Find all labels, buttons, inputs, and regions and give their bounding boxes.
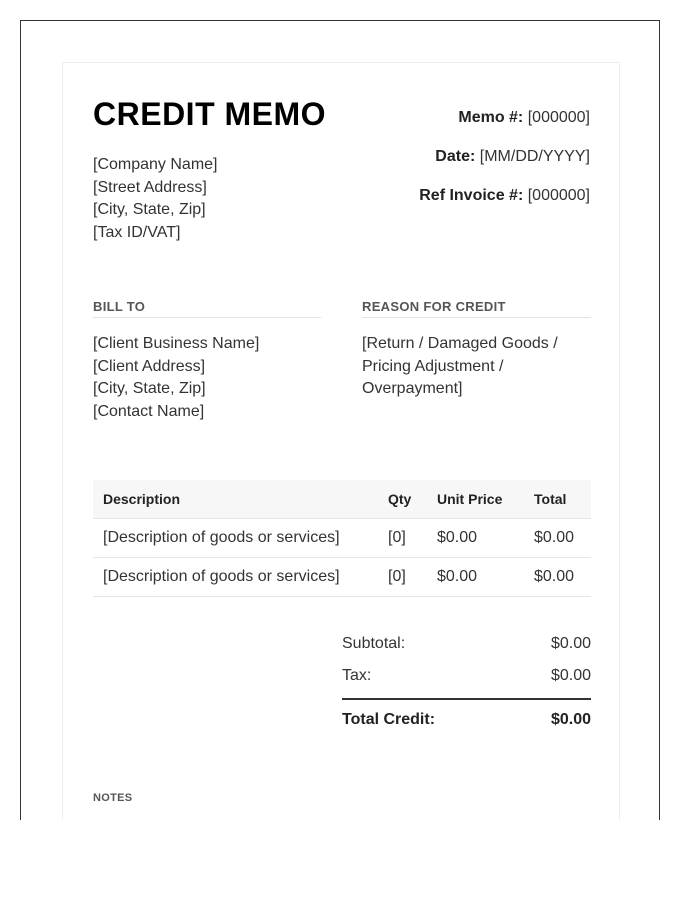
client-contact: [Contact Name] [93, 402, 205, 420]
company-city: [City, State, Zip] [93, 201, 206, 218]
tax-value: $0.00 [550, 667, 591, 684]
cell-description: [Description of goods or services] [93, 519, 378, 558]
client-address: [Client Address] [93, 357, 206, 375]
subtotal-label: Subtotal: [342, 635, 406, 652]
memo-number-row [419, 109, 590, 148]
company-tax-id: [Tax ID/VAT] [93, 223, 181, 241]
company-street: [Street Address] [93, 178, 207, 196]
date-value: [MM/DD/YYYY] [479, 148, 590, 165]
ref-invoice-value: [000000] [527, 187, 590, 204]
document-title: CREDIT MEMO [93, 96, 327, 132]
date-row [419, 148, 590, 187]
reason-block [362, 333, 587, 401]
table-row [93, 519, 591, 558]
column-header-description: Description [93, 480, 378, 519]
bill-to-block [93, 333, 259, 423]
ref-invoice-row [419, 187, 590, 226]
totals-block [342, 628, 591, 740]
cell-description: [Description of goods or services] [93, 558, 378, 597]
reason-line: Pricing Adjustment / [362, 357, 504, 375]
column-header-qty: Qty [378, 480, 427, 519]
table-row [93, 558, 591, 597]
reason-heading: REASON FOR CREDIT [362, 299, 591, 318]
company-info [93, 154, 218, 244]
credit-memo-page [62, 62, 620, 820]
cell-qty: [0] [378, 519, 427, 558]
cell-total: $0.00 [524, 558, 591, 597]
reason-line: [Return / Damaged Goods / [362, 335, 558, 352]
tax-label: Tax: [342, 667, 372, 684]
reason-line: Overpayment] [362, 380, 463, 397]
memo-number-label: Memo #: [458, 109, 524, 126]
total-credit-label: Total Credit: [342, 711, 436, 728]
client-business-name: [Client Business Name] [93, 335, 260, 352]
subtotal-row [342, 628, 591, 660]
company-name: [Company Name] [93, 156, 218, 173]
client-city: [City, State, Zip] [93, 380, 206, 397]
cell-unit-price: $0.00 [427, 558, 524, 597]
column-header-unit-price: Unit Price [427, 480, 524, 519]
cell-unit-price: $0.00 [427, 519, 524, 558]
notes-heading: NOTES [93, 792, 133, 804]
tax-row [342, 660, 591, 692]
memo-meta [419, 109, 590, 226]
total-credit-value: $0.00 [550, 711, 591, 728]
date-label: Date: [435, 148, 476, 165]
memo-number-value: [000000] [527, 109, 590, 126]
cell-total: $0.00 [524, 519, 591, 558]
line-items-table [93, 480, 591, 597]
column-header-total: Total [524, 480, 591, 519]
cell-qty: [0] [378, 558, 427, 597]
subtotal-value: $0.00 [550, 635, 591, 652]
total-credit-row [342, 700, 591, 740]
document-viewport [20, 20, 660, 820]
bill-to-heading: BILL TO [93, 299, 321, 318]
table-header-row [93, 480, 591, 519]
ref-invoice-label: Ref Invoice #: [419, 187, 524, 204]
